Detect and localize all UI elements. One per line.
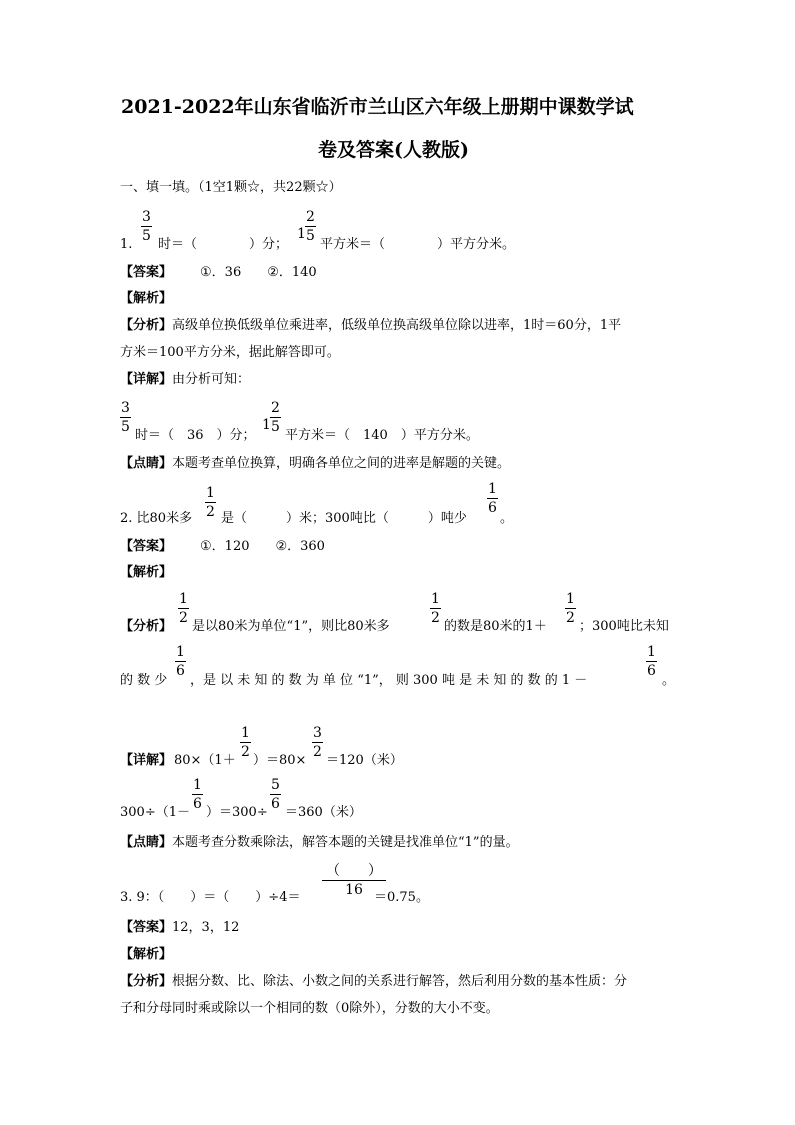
q3-answer <box>120 921 239 934</box>
numerator: 1 <box>431 591 440 607</box>
q3-analysis-label: 【解析】 <box>120 947 173 962</box>
q2-xiangjie-1a: 80×（1＋ <box>174 753 236 768</box>
answer-label: 【答案】 <box>120 265 173 280</box>
dianjing-label: 【点睛】 <box>120 835 173 850</box>
q3-fenxi-2: 子和分母同时乘或除以一个相同的数（0除外），分数的大小不变。 <box>120 1001 499 1016</box>
section-header: 一、填一填。（1空1颗☆，共22颗☆） <box>120 180 342 195</box>
q1-answer <box>120 266 317 279</box>
denominator: 2 <box>566 610 575 626</box>
fenxi-text: 高级单位换低级单位乘进率，低级单位换高级单位除以进率，1时＝60分，1平 <box>172 318 622 333</box>
xiangjie-label: 【详解】 <box>120 372 173 387</box>
q2-fenxi-fraction-d <box>175 645 186 678</box>
denominator: 6 <box>647 663 656 679</box>
q2-fenxi-fraction-a <box>178 592 189 625</box>
fenxi-label: 【分析】 <box>120 318 173 333</box>
q2-fenxi-text-a: 是以80米为单位“1”，则比80米多 <box>192 619 390 634</box>
fenxi-label: 【分析】 <box>120 974 173 989</box>
answer-label: 【答案】 <box>120 539 173 554</box>
numerator: 1 <box>647 644 656 660</box>
q3-text-2: ＝0.75。 <box>374 890 429 905</box>
q2-fraction-1 <box>205 486 216 519</box>
numerator: 1 <box>566 591 575 607</box>
q2-text-3: 。 <box>500 511 514 526</box>
numerator: 3 <box>121 400 130 416</box>
q2-fenxi-text-c: ；300吨比未知 <box>579 619 669 634</box>
denominator: 5 <box>271 419 280 435</box>
denominator: 2 <box>206 504 215 520</box>
q2-fenxi-fraction-b <box>430 592 441 625</box>
q2-text-2: 是（ ）米；300吨比（ ）吨少 <box>221 511 467 526</box>
numerator: 1 <box>488 481 497 497</box>
q1-xiangjie <box>120 373 250 386</box>
q1-fraction-2 <box>305 210 316 243</box>
q1-detail-whole: 1 <box>262 417 271 433</box>
dianjing-text: 本题考查分数乘除法，解答本题的关键是找准单位“1”的量。 <box>172 835 519 850</box>
q2-fenxi-fraction-e <box>646 645 657 678</box>
numerator: 1 <box>206 485 215 501</box>
q1-detail-text-1: 时＝（ 36 ）分； <box>135 428 256 443</box>
title-line-1: 2021-2022年山东省临沂市兰山区六年级上册期中课数学试 <box>121 96 634 118</box>
numerator: 2 <box>271 400 280 416</box>
numerator: 5 <box>271 777 280 793</box>
q1-text-1: 时＝（ ）分； <box>158 237 289 252</box>
denominator: 6 <box>271 796 280 812</box>
xiangjie-text: 由分析可知： <box>172 372 251 387</box>
q2-fenxi-fraction-c <box>565 592 576 625</box>
q1-number: 1. <box>120 237 133 252</box>
q2-fenxi-text-2b: ，是 以 未 知 的 数 为 单 位 “1”， 则 300 吨 是 未 知 的 数 的 1 － <box>190 673 588 688</box>
q2-analysis-label: 【解析】 <box>120 565 173 580</box>
q2-fenxi-text-2c: 。 <box>662 673 676 688</box>
q1-detail-text-2: 平方米＝（ 140 ）平方分米。 <box>285 428 479 443</box>
answer-text: ①．120 ②．360 <box>200 539 325 554</box>
q2-fraction-2 <box>487 482 498 515</box>
q2-xiangjie-2a: 300÷（1－ <box>120 805 190 820</box>
q2-fenxi-label: 【分析】 <box>120 619 173 634</box>
dianjing-text: 本题考查单位换算，明确各单位之间的进率是解题的关键。 <box>172 456 511 471</box>
q1-fenxi-1 <box>120 319 621 332</box>
numerator: 1 <box>176 644 185 660</box>
q1-analysis-label: 【解析】 <box>120 291 173 306</box>
title-line-2: 卷及答案(人教版) <box>318 139 469 161</box>
q3-fenxi-1 <box>120 975 627 988</box>
numerator: 1 <box>179 591 188 607</box>
q2-answer <box>120 540 325 553</box>
denominator: 6 <box>176 663 185 679</box>
q1-fraction-1 <box>141 210 152 243</box>
q1-text-2: 平方米＝（ ）平方分米。 <box>320 237 516 252</box>
denominator: 6 <box>193 796 202 812</box>
q1-detail-fraction-2 <box>270 401 281 434</box>
numerator: 1 <box>193 777 202 793</box>
denominator: 2 <box>313 744 322 760</box>
denominator: 16 <box>322 880 386 897</box>
q1-whole: 1 <box>297 226 306 242</box>
q2-xiangjie-fraction-2 <box>312 726 323 759</box>
denominator: 6 <box>488 500 497 516</box>
q2-dianjing <box>120 836 519 849</box>
denominator: 2 <box>431 610 440 626</box>
q2-xiangjie-1b: ）＝80× <box>253 753 307 768</box>
numerator: 1 <box>241 725 250 741</box>
denominator: 5 <box>142 228 151 244</box>
q2-xiangjie-label: 【详解】 <box>120 753 173 768</box>
numerator: 3 <box>313 725 322 741</box>
q2-xiangjie-fraction-1 <box>240 726 251 759</box>
q1-dianjing <box>120 457 510 470</box>
answer-text: 12，3，12 <box>172 920 240 935</box>
q2-xiangjie-fraction-4 <box>270 778 281 811</box>
numerator-blank: （ ） <box>326 863 382 879</box>
answer-label: 【答案】 <box>120 920 173 935</box>
denominator: 2 <box>179 610 188 626</box>
numerator: 2 <box>306 209 315 225</box>
numerator: 3 <box>142 209 151 225</box>
q1-detail-fraction-1 <box>120 401 131 434</box>
q2-fenxi-text-2a: 的 数 少 <box>120 673 168 688</box>
answer-text: ①．36 ②．140 <box>200 265 317 280</box>
fenxi-text: 根据分数、比、除法、小数之间的关系进行解答，然后利用分数的基本性质：分 <box>172 974 628 989</box>
denominator: 5 <box>306 228 315 244</box>
q2-fenxi-text-b: 的数是80米的1＋ <box>444 619 547 634</box>
q2-xiangjie-2b: ）＝300÷ <box>206 805 268 820</box>
q1-fenxi-2: 方米＝100平方分米，据此解答即可。 <box>120 345 340 360</box>
q2-xiangjie-fraction-3 <box>192 778 203 811</box>
q2-text-1: 2. 比80米多 <box>120 511 193 526</box>
q2-xiangjie-1c: ＝120（米） <box>326 753 403 768</box>
denominator: 5 <box>121 419 130 435</box>
q3-text-1: 3. 9：（ ）＝（ ）÷4＝ <box>120 890 301 905</box>
q2-xiangjie-2c: ＝360（米） <box>285 805 362 820</box>
dianjing-label: 【点睛】 <box>120 456 173 471</box>
denominator: 2 <box>241 744 250 760</box>
